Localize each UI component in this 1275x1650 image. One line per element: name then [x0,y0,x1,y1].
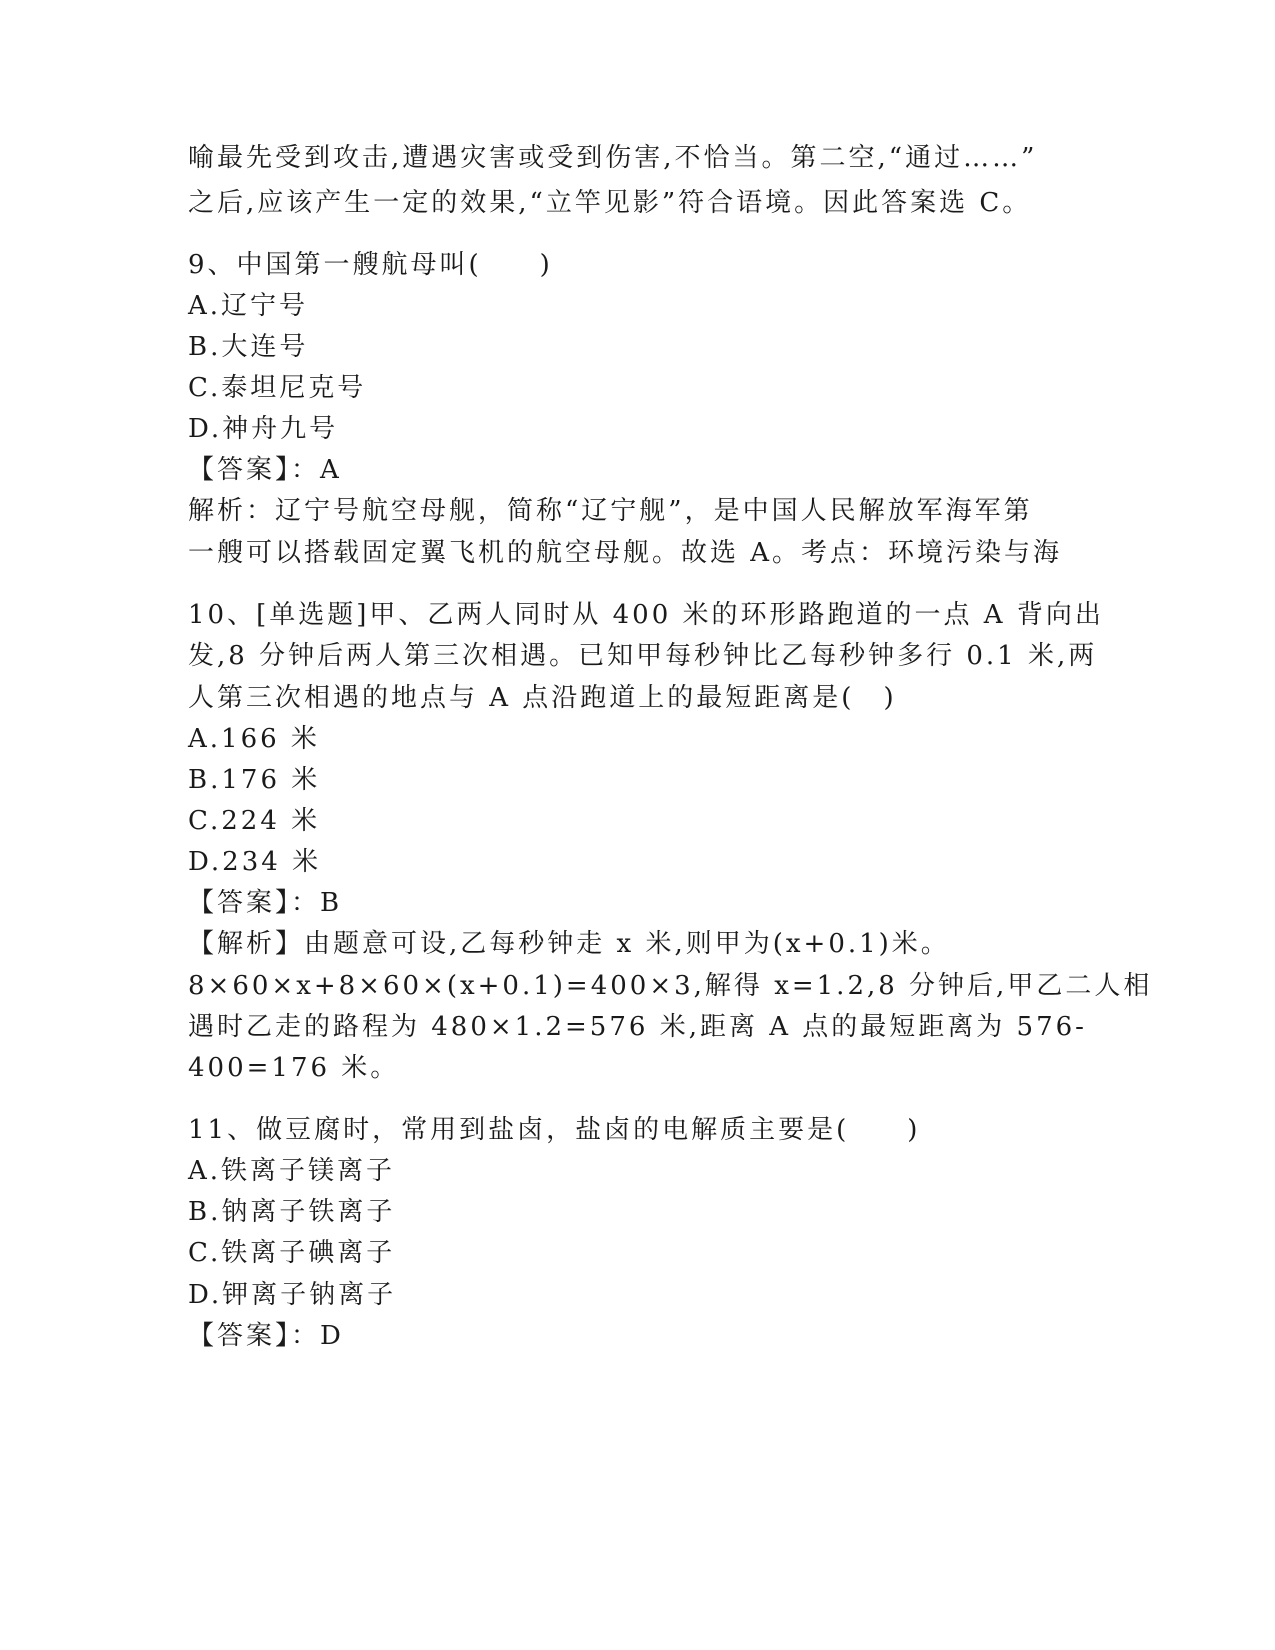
q11-question: 11、做豆腐时，常用到盐卤，盐卤的电解质主要是( ) [188,1115,921,1145]
q9-option-d: D.神舟九号 [188,414,339,444]
q11-option-a: A.铁离子镁离子 [188,1156,396,1186]
q10-question-line-1: 10、[单选题]甲、乙两人同时从 400 米的环形路跑道的一点 A 背向出 [188,600,1104,630]
q10-answer: 【答案】：B [188,888,343,918]
q10-option-b: B.176 米 [188,765,321,795]
q10-option-a: A.166 米 [188,724,320,754]
q11-option-b: B.钠离子铁离子 [188,1197,396,1227]
q9-option-a: A.辽宁号 [188,291,309,321]
q10-analysis-line-1: 【解析】由题意可设,乙每秒钟走 x 米,则甲为(x+0.1)米。 [188,929,950,959]
q10-option-c: C.224 米 [188,806,321,836]
q9-analysis-line-1: 解析：辽宁号航空母舰，简称“辽宁舰”，是中国人民解放军海军第 [188,496,1033,526]
q9-option-c: C.泰坦尼克号 [188,373,367,403]
q11-option-c: C.铁离子碘离子 [188,1238,396,1268]
q11-option-d: D.钾离子钠离子 [188,1280,397,1310]
q10-question-line-2: 发,8 分钟后两人第三次相遇。已知甲每秒钟比乙每秒钟多行 0.1 米,两 [188,641,1098,671]
q10-analysis-line-3: 遇时乙走的路程为 480×1.2=576 米,距离 A 点的最短距离为 576- [188,1012,1087,1042]
q9-answer: 【答案】：A [188,455,342,485]
q9-analysis-line-2: 一艘可以搭载固定翼飞机的航空母舰。故选 A。考点：环境污染与海 [188,538,1063,568]
q10-analysis-line-2: 8×60×x+8×60×(x+0.1)=400×3,解得 x=1.2,8 分钟后,甲乙二人相 [188,971,1153,1001]
q9-question: 9、中国第一艘航母叫( ) [188,250,553,280]
q10-question-line-3: 人第三次相遇的地点与 A 点沿跑道上的最短距离是( ) [188,683,897,713]
continuation-line-1: 喻最先受到攻击,遭遇灾害或受到伤害,不恰当。第二空,“通过……” [188,143,1038,173]
continuation-line-2: 之后,应该产生一定的效果,“立竿见影”符合语境。因此答案选 C。 [188,188,1032,218]
q11-answer: 【答案】：D [188,1321,344,1351]
q10-option-d: D.234 米 [188,847,322,877]
q9-option-b: B.大连号 [188,332,309,362]
q10-analysis-line-4: 400=176 米。 [188,1053,400,1083]
